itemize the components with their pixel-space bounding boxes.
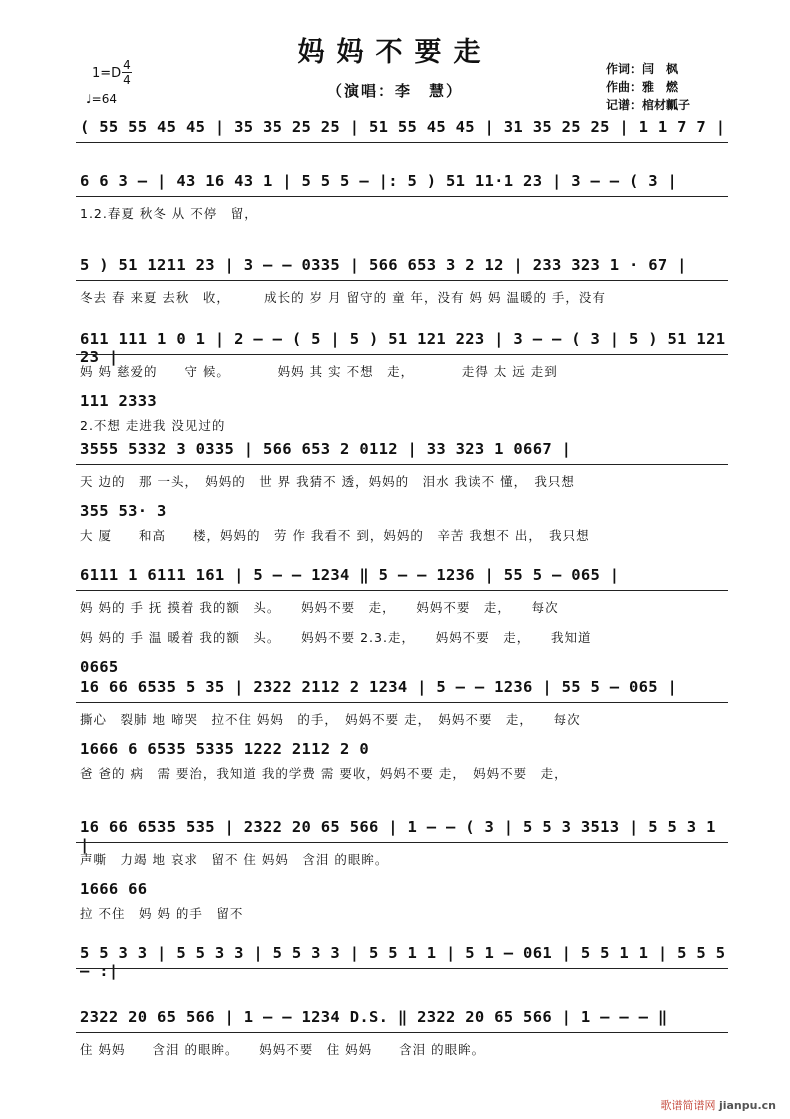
lyric-line: 妈 妈的 手 温 暖着 我的额 头。 妈妈不要 2.3.走， 妈妈不要 走， 我知道 [80,630,592,645]
beam-rule [76,702,728,703]
notation-line: 16 66 6535 535 | 2322 20 65 566 | 1 – – ( 3 | 5 5 3 3513 | 5 5 3 1 | [80,818,716,854]
alt-lyric-line: 大 厦 和高 楼，妈妈的 劳 作 我看不 到，妈妈的 辛苦 我想不 出， 我只想 [80,528,590,543]
notation-line: 5 5 3 3 | 5 5 3 3 | 5 5 3 3 | 5 5 1 1 | 5 1 – 061 | 5 5 1 1 | 5 5 5 – :| [80,944,726,980]
alt-notation-line: 0665 [80,658,119,676]
beam-rule [76,842,728,843]
notation-line: 6 6 3 – | 43 16 43 1 | 5 5 5 – |: 5 ) 51 11·1 23 | 3 – – ( 3 | [80,172,678,190]
alt-lyric-line: 2.不想 走进我 没见过的 [80,418,226,433]
beam-rule [76,464,728,465]
alt-notation-line: 111 2333 [80,392,158,410]
beam-rule [76,142,728,143]
beam-rule [76,354,728,355]
composer: 作曲：雅 燃 [606,80,679,94]
alt-notation-line: 1666 66 [80,880,148,898]
alt-lyric-line: 拉 不住 妈 妈 的手 留不 [80,906,244,921]
notation-line: 611 111 1 0 1 | 2 – – ( 5 | 5 ) 51 121 223 | 3 – – ( 3 | 5 ) 51 121 23 | [80,330,726,366]
lyric-line: 1.2.春夏 秋冬 从 不停 留， [80,206,258,221]
lyric-line: 天 边的 那 一头， 妈妈的 世 界 我猜不 透，妈妈的 泪水 我读不 懂， 我只想 [80,474,575,489]
lyric-line: 妈 妈 慈爱的 守 候。 妈妈 其 实 不想 走， 走得 太 远 走到 [80,364,558,379]
lyricist: 作词：闫 枫 [606,62,679,76]
beam-rule [76,196,728,197]
beam-rule [76,590,728,591]
time-signature [122,58,132,87]
tempo-marking: ♩=64 [86,92,117,106]
notation-line: 5 ) 51 1211 23 | 3 – – 0335 | 566 653 3 2 12 | 233 323 1 · 67 | [80,256,687,274]
notation-line: 3555 5332 3 0335 | 566 653 2 0112 | 33 323 1 0667 | [80,440,572,458]
song-title: 妈妈不要走 [297,37,493,68]
beam-rule [76,1032,728,1033]
alt-lyric-line: 爸 爸的 病 需 要治，我知道 我的学费 需 要收，妈妈不要 走， 妈妈不要 走， [80,766,568,781]
beam-rule [76,968,728,969]
footer [660,1097,776,1113]
time-top: 4 [123,58,131,72]
key-signature: 1=D [92,66,122,81]
lyric-line: 冬去 春 来夏 去秋 收， 成长的 岁 月 留守的 童 年，没有 妈 妈 温暖的 手，没有 [80,290,606,305]
notation-line: ( 55 55 45 45 | 35 35 25 25 | 51 55 45 45 | 31 35 25 25 | 1 1 7 7 | [80,118,726,136]
notation-line: 6111 1 6111 161 | 5 – – 1234 ‖ 5 – – 1236 | 55 5 – 065 | [80,566,620,584]
lyric-line: 妈 妈的 手 抚 摸着 我的额 头。 妈妈不要 走， 妈妈不要 走， 每次 [80,600,559,615]
lyric-line: 住 妈妈 含泪 的眼眸。 妈妈不要 住 妈妈 含泪 的眼眸。 [80,1042,486,1057]
beam-rule [76,280,728,281]
performer: （演唱：李 慧） [326,82,463,100]
lyric-line: 声嘶 力竭 地 哀求 留不 住 妈妈 含泪 的眼眸。 [80,852,389,867]
time-bottom: 4 [123,73,131,87]
notation-line: 2322 20 65 566 | 1 – – 1234 D.S. ‖ 2322 20 65 566 | 1 – – – ‖ [80,1008,668,1026]
footer-domain: jianpu.cn [718,1099,776,1112]
footer-site: 歌谱简谱网 [660,1099,716,1112]
transcriber: 记谱：棺材瓤子 [606,98,691,112]
alt-notation-line: 1666 6 6535 5335 1222 2112 2 0 [80,740,369,758]
lyric-line: 撕心 裂肺 地 啼哭 拉不住 妈妈 的手， 妈妈不要 走， 妈妈不要 走， 每次 [80,712,581,727]
notation-line: 16 66 6535 5 35 | 2322 2112 2 1234 | 5 – – 1236 | 55 5 – 065 | [80,678,678,696]
alt-notation-line: 355 53· 3 [80,502,167,520]
